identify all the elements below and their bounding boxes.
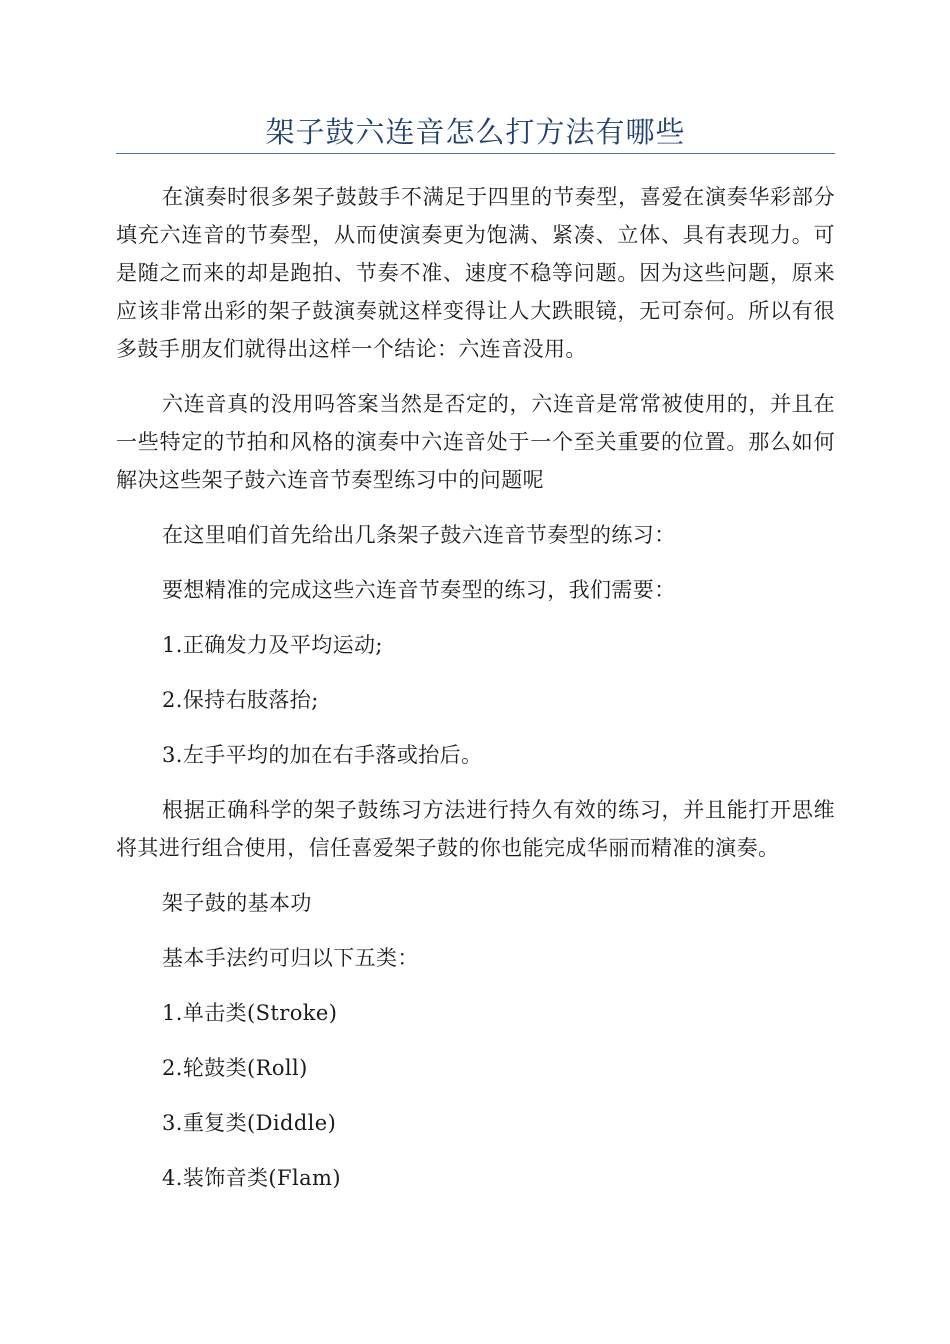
list-item-technique-4: 4.装饰音类(Flam) — [162, 1166, 341, 1190]
list-item-technique-3: 3.重复类(Diddle) — [162, 1111, 337, 1135]
paragraph-conclusion: 根据正确科学的架子鼓练习方法进行持久有效的练习，并且能打开思维将其进行组合使用，信任喜爱架子鼓的你也能完成华丽而精准的演奏。 — [116, 798, 835, 860]
document-body — [116, 178, 835, 1214]
title-underline — [116, 153, 835, 154]
list-item-requirement-3: 3.左手平均的加在右手落或抬后。 — [162, 743, 483, 767]
list-item-technique-2: 2.轮鼓类(Roll) — [162, 1056, 308, 1080]
document-title: 架子鼓六连音怎么打方法有哪些 — [265, 115, 686, 149]
list-item-requirement-1: 1.正确发力及平均运动; — [162, 633, 383, 657]
paragraph-exercises-intro: 在这里咱们首先给出几条架子鼓六连音节奏型的练习： — [162, 523, 676, 547]
paragraph-intro: 在演奏时很多架子鼓鼓手不满足于四里的节奏型，喜爱在演奏华彩部分填充六连音的节奏型，从而使演奏更为饱满、紧凑、立体、具有表现力。可是随之而来的却是跑拍、节奏不准、速度不稳等问题。因为这些问题，原来应该非常出彩的架子鼓演奏就这样变得让人大跌眼镜，无可奈何。所以有很多鼓手朋友们就得出这样一个结论：六连音没用。 — [116, 185, 835, 361]
paragraph-answer: 六连音真的没用吗答案当然是否定的，六连音是常常被使用的，并且在一些特定的节拍和风格的演奏中六连音处于一个至关重要的位置。那么如何解决这些架子鼓六连音节奏型练习中的问题呢 — [116, 392, 835, 492]
paragraph-techniques-intro: 基本手法约可归以下五类： — [162, 946, 419, 970]
list-item-technique-1: 1.单击类(Stroke) — [162, 1001, 338, 1025]
list-item-requirement-2: 2.保持右肢落抬; — [162, 688, 319, 712]
paragraph-requirements-intro: 要想精准的完成这些六连音节奏型的练习，我们需要： — [162, 578, 676, 602]
section-heading-basics: 架子鼓的基本功 — [162, 891, 312, 915]
